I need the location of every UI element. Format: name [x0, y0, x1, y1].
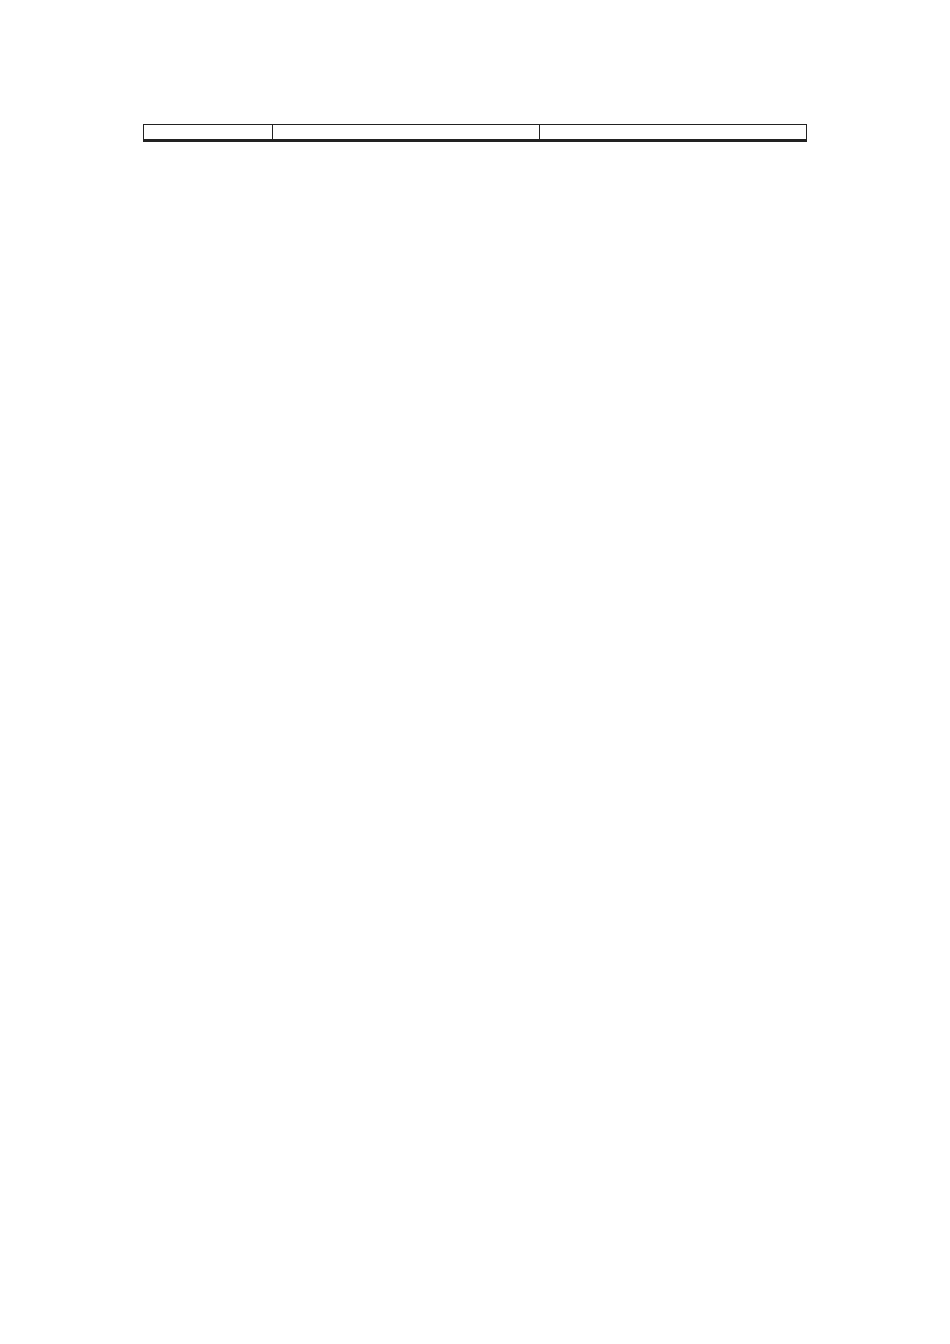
table-row	[144, 125, 807, 140]
left-column	[273, 125, 540, 140]
row-label-extended-vocab	[144, 141, 273, 142]
right-column	[540, 125, 807, 140]
extended-text-cell	[273, 141, 807, 142]
vocabulary-table	[143, 124, 807, 142]
row-label-empty	[144, 125, 273, 140]
table-row	[144, 141, 807, 142]
